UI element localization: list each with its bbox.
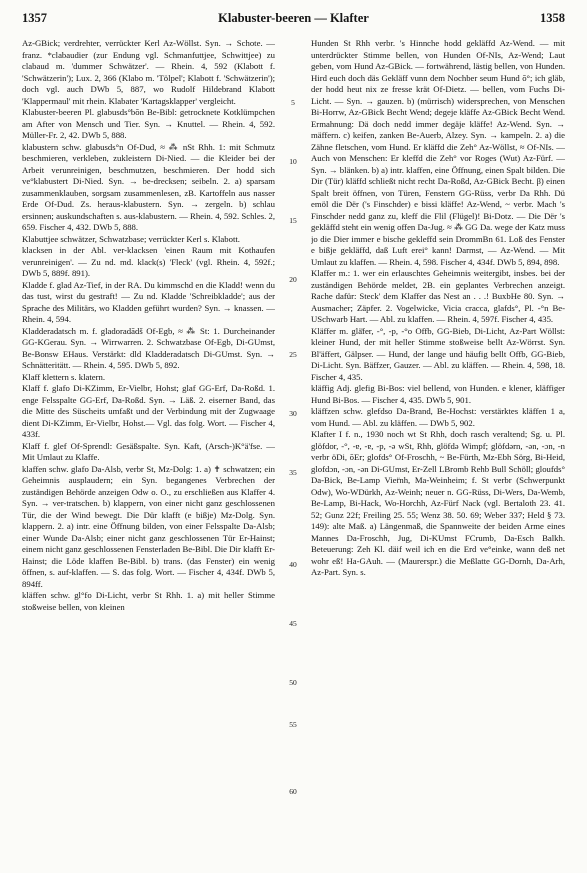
entry-paragraph: Az-GBick; verdrehter, verrückter Kerl Az-Wöllst. Syn. → Schote. — franz. *clabaudier (zur Endung vgl. Schmanfuttjee, Schwittjee) zu clabaud m. 'dummer Schwätzer'. — Rhein. 4, 592 (Klabott f. 'Schwätzerin'); Lux. 2, 366 (Klabo m. 'Tölpel'; Klabott f. 'Schwätzerin'); doch vgl. auch DWb 5, 887, wo Rudolf Hildebrand Klabott 'Klappermaul' mit rhein. Klabater 'Kartagsklapper' vergleicht. — [22, 38, 275, 106]
entry-paragraph: kläffen schw. gl°fo Di-Licht, verbr St Rhh. 1. a) mit heller Stimme stoßweise bellen, von kleinen — [22, 590, 275, 612]
entry-paragraph: Kladde f. glad Az-Tief, in der RA. Du kimmschd en die Kladd! wenn du das tust, wirst du gestraft! — Zu nd. Kladde 'Schreibkladde'; aus der Sprache des Militärs, wo Kladden geführt wurden? Syn. → knassen. — Rhein. 4, 594. — [22, 279, 275, 324]
entry-paragraph: Klaff f. glef Of-Sprendl: Gesäßspalte. Syn. Kaft, (Arsch-)K°ä'fse. — Mit Umlaut zu Klaffe. — [22, 440, 275, 462]
entry-paragraph: Klafter I f. n., 1930 noch wt St Rhh, doch rasch veraltend; Sg. u. Pl. glöfdor, -°, -ɐ, -ɐ, -p, -ə wSt, Rhh, glöfdə Wimpf; glöfdərn, -ən, -ɔn, -n verbr öDi, ōEr; glofds° Of-Froschh, ~ Be-Fürth, Mz-Ebh Sörg, Bi-Heid, glofdɔn, -ɔn, -ən Di-GUmst, Er-Zell LBromb Rehb Bull Schöll; gloufds° Da-Bick, Be-Lamp Vier̈nh, Ma-Weinheim; f. St verbr (Schwerpunkt Odw), Wo-WDürkh, Az-Weinh; neuer n. GG-Rüss, Di-Wers, Da-Wemb, Be-Lamp, Bi-Hack, Wo-Horchh, Az-Fürf Nack (vgl. Bertaloth 23. 41. 52; Gunz 22f; Freiling 25. 55; Wenz 38. 50. 69; Weber 337; Held § 73. 149): alte Maß. a) Längenmaß, die Spannweite der beiden Arme eines Mannes Da-Froschh, Jug, Di-KUmst FCrumb, Da-Esch Balkh. Beteuerung: Zeh Kl. däif weil ich en die Erd ve°einke, wann deß net wohr eß! Ha-GAuh. — (Maurerspr.) die Meßlatte GG-Dornh, Da-Arh, Az-Part. Syn. s. — [311, 429, 565, 577]
line-number: 35 — [289, 468, 297, 477]
line-number: 40 — [289, 560, 297, 569]
entry-paragraph: Kladderadatsch m. f. gladoradādš Of-Egb, ≈ ⁂ St: 1. Durcheinander GG-KGerau. Syn. → Wirrwarren. 2. Schwatzbase Of-Egb, Di-GUmst, Be-Bonsw EHaus. Verstärkt: dld Kladderadatsch Di-GUmst. Syn. → Schnätteritätt. — Rhein. 4, 595. DWb 5, 892. — [22, 325, 275, 370]
line-number: 15 — [289, 216, 297, 225]
line-number: 10 — [289, 157, 297, 166]
running-head-title: Klabuster-beeren — Klafter — [218, 11, 369, 25]
entry-paragraph: klacksen in der Abl. ver-klacksen 'einen Raum mit Kothaufen verunreinigen'. — Zu nd. md. klack(s) 'Fleck' (vgl. Rhein. 4, 592f.; DWb 5, 889f. 891). — [22, 245, 275, 278]
line-number: 25 — [289, 350, 297, 359]
entry-paragraph: Klabuster-beeren Pl. glabusds°bōn Be-Bibl: getrocknete Kotklümpchen am After von Mensch und Tier. Syn. → Knuttel. — Rhein. 4, 592. Müller-Fr. 2, 42. DWb 5, 888. — [22, 107, 275, 140]
entry-paragraph: Hunden St Rhh verbr. 's Hinnche hodd gekläffd Az-Wend. — mit unterdrückter Stimme bellen, von Hunden Of-NIs, Az-Wend; Laut geben, vom Hund Az-GBick. — fortwährend, lästig bellen, von Hunden. Hird euch doch däs Gekläff vunn dem Nochber seum Hund ō°; ich gläb, der hodd heut nix ze fresse krät Of-Dietz. — bellen, vom Fuchs Di-Licht. — Syn. → gauzen. b) (mürrisch) widersprechen, von Menschen Bi-Horrw, Az-GBick Becht Wend; degeje kläffe Az-GBick Becht Wend. Ermahnung: Dä doch nedd immer degäje kläffe! Az-Wend. Syn. → mäffern. c) keifen, zanken Be-Auerb, Alzey. Syn. → kampeln. 2. a) die Zähne fletschen, vom Hund. Er kläffd die Zeh° Az-Wöllst, ≈ Of-NIs. — Auch von Menschen: Er kleffd die Zeh° vor Roges (Wut) Az-Fürf. — Syn. → blänken. b) a) intr. klaffen, eine Öffnung, einen Spalt bilden. Die Dir (Tür) kläffd schließt nicht recht Da-Roßd, Az-GBick Becht. β) einen Spalt breit öffnen, von Türen, Fenstern GG-Rüss, verbr Da Rhh. Dü emöl die Dër ('s Finschder) e bissi kläffe! Az-Wend, ~ verbr. Mach 's Finschder nedd ganz zu, kleff die Flil (Flügel)! Bi-Dotz. — Die Dër 's gekläffd steht ein wenig offen Da-Jug. ≈ ⁂ GG Da. wege der Katz muss jo die Dier immer e bische gekleffd sein DrommBn 61. Loß des Fenster e bißje gekläffd, daß Luft erei° kann! Darmst, — Az-Wend. — Mit Umlaut zu klaffen. — Rhein. 4, 598. Fischer 4, 434f. DWb 5, 894, 898. — [311, 38, 565, 267]
right-column — [311, 38, 565, 866]
line-number: 30 — [289, 409, 297, 418]
entry-paragraph: klaffen schw. glafo Da-Alsb, verbr St, Mz-Dolg: 1. a) ✝ schwatzen; ein Geheimnis ausplaudern; ein Syn. begangenes Verbrechen der zuständigen Behörde anzeigen Odw o. O., zu erschließen aus Klaffer 4. Syn. → ver-tratschen. b) klappern, von einer nicht ganz geschlossenen Tür, die der Wind bewegt. Die Dür klafft (e bißje) Mz-Dolg. Syn. klappern. 2. a) intr. eine Öffnung bilden, von einer Felsspalte Da-Alsb; einer Wunde Da-Alsb; einer nicht ganz geschlossenen Tür Er-Hainst; einem nicht ganz geschlossenen Fensterladen Be-Bibl. Die Dir klafft Er-Hainst; die Löde klaffen Be-Bibl. b) trans. (das Fenster) ein wenig öffnen, s. auf-klaffen. — S. das folg. Wort. — Fischer 4, 434f. DWb 5, 894ff. — [22, 463, 275, 589]
entry-paragraph: kläffig Adj. glefig Bi-Bos: viel bellend, von Hunden. e klener, kläffiger Hund Bi-Bos. — Fischer 4, 435. DWb 5, 901. — [311, 383, 565, 405]
line-number: 20 — [289, 275, 297, 284]
line-number: 60 — [289, 787, 297, 796]
entry-paragraph: Klaffer m.: 1. wer ein erlauschtes Geheimnis weitergibt, insbes. bei der zuständigen Behörde meldet, 2B. ein geplantes Verbrechen anzeigt. Rache dafür: Steck' dem Klaffer das Nest an . . .! BuxbHe 80. Syn. → Ausmacher; Zäpfer. 2. Vogelwicke, Vicia cracca, glafds°, Pl. -°n Be-USchwarb Hart. — Abl. zu klaffen. — Rhein. 4, 597f. Fischer 4, 435. — [311, 268, 565, 324]
page-header — [22, 11, 565, 29]
right-page-number: 1358 — [540, 11, 565, 25]
entry-paragraph: Klaff klettern s. klatern. — [22, 371, 106, 382]
line-number: 55 — [289, 720, 297, 729]
entry-paragraph: kläffzen schw. glefdso Da-Brand, Be-Hochst: verstärktes kläffen 1 a, vom Hund. — Abl. zu kläffen. — DWb 5, 902. — [311, 406, 565, 428]
entry-paragraph: klabustern schw. glabusds°n Of-Dud, ≈ ⁂ nSt Rhh. 1: mit Schmutz beschmieren, verkleben, zukleistern Di-Nied. — die Kleider bei der Arbeit verunreinigen, beschmutzen, beschmieren. Der hodd sich ve°klabustert Di-Nied. Syn. → be-drecksen; seibeln. 2. a) sparsam zusammenklauben, sorgsam zusammenlesen, zB. Kartoffeln aus nasser Erde Of-Dud. Zs. heraus-klabustern. Syn. → zergeln. b) schlau ersinnen; auskundschaften s. aus-klabustern. — Rhein. 4, 592. Schles. 2, 659. Fischer 4, 432. DWb 5, 888. — [22, 141, 275, 232]
line-number: 45 — [289, 619, 297, 628]
left-page-number: 1357 — [22, 11, 47, 25]
left-column — [22, 38, 275, 866]
entry-paragraph: Kläffer m. glä̈fer, -°, -p, -°o Offb, GG-Bieb, Di-Licht, Az-Part Wöllst: kleiner Hund, der mit heller Stimme stoßweise bellt Az-Wörrst. Syn. Bl'äffert, Gälpser. — Hund, der lange und häufig bellt Offb, GG-Bieb, Di-Licht. Syn. Bäffzer, Gauzer. — Abl. zu kläffen. — Rhein. 4, 598, 18. Fischer 4, 435. — [311, 325, 565, 382]
entry-paragraph: Klaff f. glafo Di-KZimm, Er-Vielbr, Hohst; glaf GG-Erf, Da-Roßd. 1. enge Felsspalte GG-Erf, Da-Roßd. Syn. → Läß. 2. eiserner Band, das die Mitte des Süscheits umfaßt und der Verbindung mit der Zugwaage dient Di-KZimm, Er-Vielbr, Hohst.— Vgl. das folg. Wort. — Fischer 4, 433f. — [22, 383, 275, 439]
entry-paragraph: Klabuttjee schwätzer, Schwatzbase; verrückter Kerl s. Klabott. — [22, 233, 240, 244]
line-number: 5 — [291, 98, 295, 107]
line-number: 50 — [289, 678, 297, 687]
